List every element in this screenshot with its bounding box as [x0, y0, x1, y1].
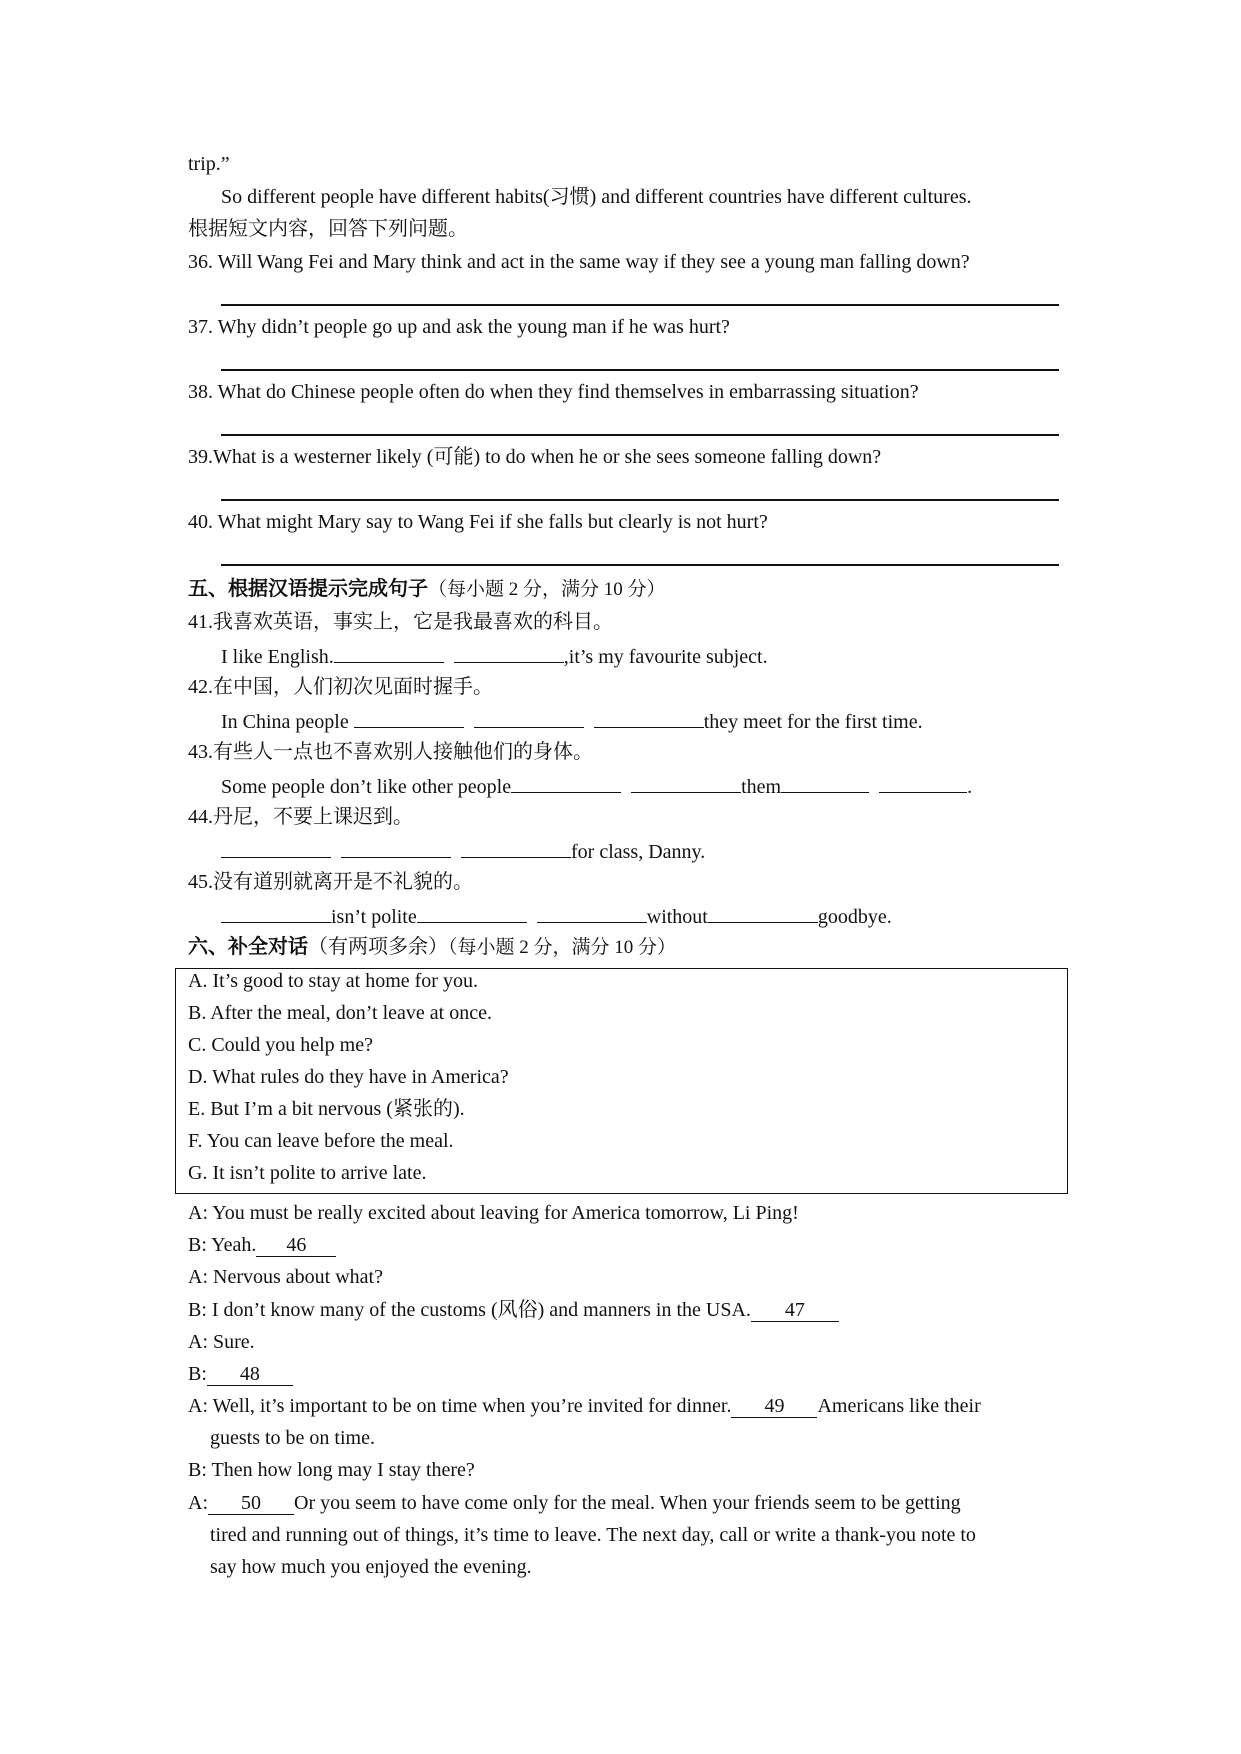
dialogue-line: B: Then how long may I stay there?: [188, 1459, 475, 1481]
dialogue-line: tired and running out of things, it’s time to leave. The next day, call or write a thank-you note to: [210, 1524, 976, 1546]
q42-chinese: 42.在中国，人们初次见面时握手。: [188, 676, 493, 698]
section6-title: 六、补全对话: [188, 936, 308, 958]
dialogue-line: B: 48: [188, 1362, 293, 1386]
question-40: 40. What might Mary say to Wang Fei if she falls but clearly is not hurt?: [188, 511, 768, 533]
q41-blank-1[interactable]: [334, 642, 444, 663]
section5-score: （每小题 2 分，满分 10 分）: [428, 579, 666, 600]
question-38: 38. What do Chinese people often do when they find themselves in embarrassing situation?: [188, 381, 919, 403]
answer-line-38[interactable]: [221, 434, 1059, 436]
q44-sentence: for class, Danny.: [221, 837, 705, 861]
q41-blank-2[interactable]: [454, 642, 564, 663]
answer-line-37[interactable]: [221, 369, 1059, 371]
q45-blank-3[interactable]: [537, 902, 647, 923]
dialogue-line: B: Yeah. 46: [188, 1233, 336, 1257]
q41-chinese: 41.我喜欢英语，事实上，它是我最喜欢的科目。: [188, 611, 613, 633]
q45-blank-1[interactable]: [221, 902, 331, 923]
q43-sentence: Some people don’t like other people them .: [221, 772, 972, 796]
dialogue-line: A: You must be really excited about leaving for America tomorrow, Li Ping!: [188, 1202, 799, 1224]
blank-47[interactable]: 47: [751, 1299, 839, 1322]
q43-blank-3[interactable]: [781, 772, 869, 793]
section6-heading: [188, 935, 676, 959]
q42-sentence: In China people they meet for the first time.: [221, 707, 923, 731]
section5-heading: [188, 577, 666, 601]
option-b: B. After the meal, don’t leave at once.: [188, 1002, 492, 1024]
q43-blank-2[interactable]: [631, 772, 741, 793]
answer-line-39[interactable]: [221, 499, 1059, 501]
option-g: G. It isn’t polite to arrive late.: [188, 1162, 427, 1184]
option-c: C. Could you help me?: [188, 1034, 373, 1056]
q42-blank-2[interactable]: [474, 707, 584, 728]
q45-sentence: isn’t polite without goodbye.: [221, 902, 892, 926]
answer-line-36[interactable]: [221, 304, 1059, 306]
q42-blank-3[interactable]: [594, 707, 704, 728]
dialogue-line: A: Sure.: [188, 1331, 255, 1353]
passage-line: trip.”: [188, 153, 230, 175]
section4-instruction: 根据短文内容，回答下列问题。: [188, 218, 468, 240]
q44-blank-1[interactable]: [221, 837, 331, 858]
answer-line-40[interactable]: [221, 564, 1059, 566]
q42-blank-1[interactable]: [354, 707, 464, 728]
q45-chinese: 45.没有道别就离开是不礼貌的。: [188, 871, 473, 893]
q45-blank-2[interactable]: [417, 902, 527, 923]
dialogue-line: guests to be on time.: [210, 1427, 375, 1449]
q44-blank-2[interactable]: [341, 837, 451, 858]
dialogue-line: A: Nervous about what?: [188, 1266, 383, 1288]
dialogue-line: say how much you enjoyed the evening.: [210, 1556, 532, 1578]
q41-sentence: I like English. ,it’s my favourite subject.: [221, 642, 768, 666]
q45-blank-4[interactable]: [708, 902, 818, 923]
passage-line: So different people have different habits(习惯) and different countries have different cultures.: [221, 186, 972, 208]
option-a: A. It’s good to stay at home for you.: [188, 970, 478, 992]
blank-50[interactable]: 50: [208, 1492, 294, 1515]
question-39: 39.What is a westerner likely (可能) to do when he or she sees someone falling down?: [188, 446, 882, 468]
blank-46[interactable]: 46: [256, 1234, 336, 1257]
q44-chinese: 44.丹尼，不要上课迟到。: [188, 806, 413, 828]
options-box: [175, 968, 1068, 1194]
dialogue-line: A: 50 Or you seem to have come only for the meal. When your friends seem to be getting: [188, 1492, 961, 1514]
question-36: 36. Will Wang Fei and Mary think and act in the same way if they see a young man falling down?: [188, 251, 970, 273]
blank-48[interactable]: 48: [207, 1363, 293, 1386]
q43-chinese: 43.有些人一点也不喜欢别人接触他们的身体。: [188, 741, 593, 763]
section5-title: 五、根据汉语提示完成句子: [188, 578, 428, 600]
q43-blank-4[interactable]: [879, 772, 967, 793]
q43-blank-1[interactable]: [511, 772, 621, 793]
option-d: D. What rules do they have in America?: [188, 1066, 509, 1088]
dialogue-line: B: I don’t know many of the customs (风俗) and manners in the USA. 47: [188, 1298, 839, 1322]
dialogue-line: A: Well, it’s important to be on time when you’re invited for dinner. 49 Americans like their: [188, 1395, 981, 1417]
section6-score: （每小题 2 分，满分 10 分）: [448, 937, 677, 958]
question-37: 37. Why didn’t people go up and ask the young man if he was hurt?: [188, 316, 730, 338]
section6-note: （有两项多余）: [308, 936, 448, 958]
option-e: E. But I’m a bit nervous (紧张的).: [188, 1098, 465, 1120]
blank-49[interactable]: 49: [731, 1395, 817, 1418]
q44-blank-3[interactable]: [461, 837, 571, 858]
option-f: F. You can leave before the meal.: [188, 1130, 454, 1152]
